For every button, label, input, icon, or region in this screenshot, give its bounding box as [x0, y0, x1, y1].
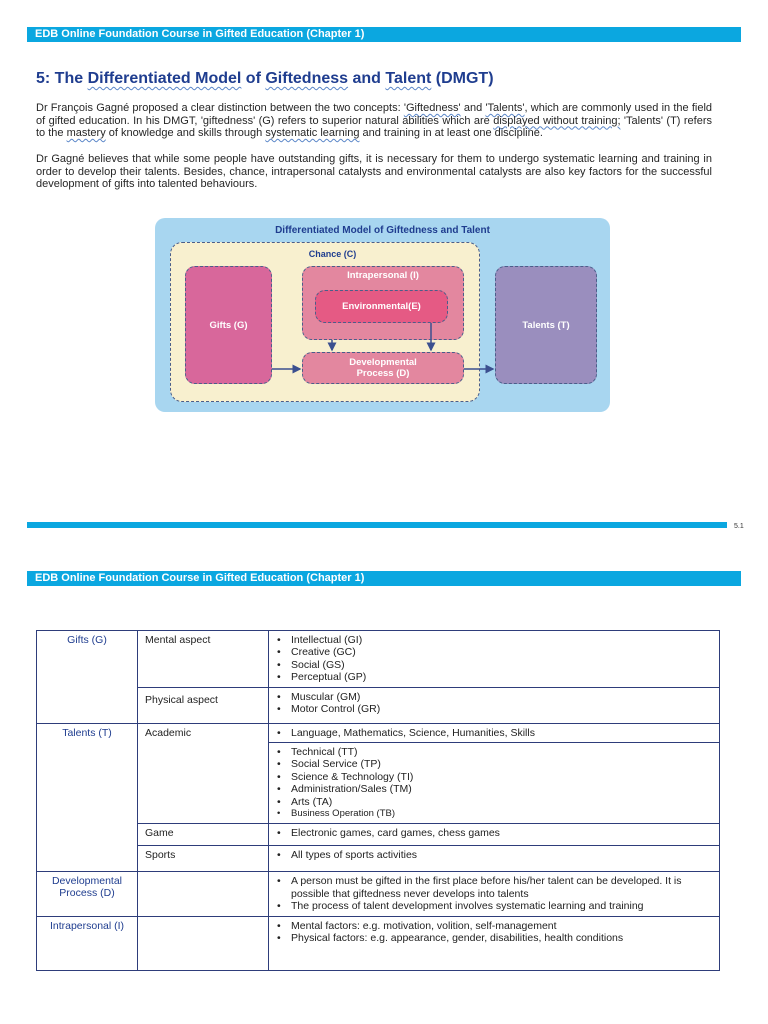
- sports-cell: Sports: [138, 846, 269, 872]
- bullet-list: [273, 875, 715, 912]
- physical-aspect-cell: Physical aspect: [138, 687, 269, 723]
- para1-i: of knowledge and skills through: [105, 127, 266, 140]
- table-row: [37, 872, 720, 916]
- course-banner: EDB Online Foundation Course in Gifted Education (Chapter 1): [27, 27, 741, 42]
- talents-term: 'Talents': [485, 102, 525, 114]
- title-part: of: [241, 70, 266, 87]
- dmgt-diagram: [155, 218, 610, 412]
- list-item: • Social (GS): [273, 659, 715, 671]
- list-item: • Intellectual (GI): [273, 634, 715, 646]
- gagne-paragraph: Dr Gagné believes that while some people have outstanding gifts, it is necessary for them to undergo systematic learning and training in order to develop their talents. Besides, chance, intrapersonal catalysts and environmental catalysts are also key factors for the successful development of gifts into talented behaviours.: [36, 153, 712, 191]
- list-item: • Technical (TT): [273, 746, 715, 758]
- other-items-cell: [269, 743, 720, 824]
- list-item: • Social Service (TP): [273, 758, 715, 770]
- intro-paragraph: [36, 102, 712, 140]
- title-part: and: [348, 70, 386, 87]
- para1-c: and: [460, 102, 486, 114]
- gifts-cell: Gifts (G): [37, 631, 138, 724]
- developmental-label-line1: Developmental: [349, 357, 417, 368]
- game-cell: Game: [138, 824, 269, 846]
- list-item: • Perceptual (GP): [273, 671, 715, 683]
- list-item: • A person must be gifted in the first place before his/her talent can be developed. It is possible that giftedness never develops into talents: [273, 875, 715, 900]
- environmental-label: Environmental(E): [342, 301, 421, 312]
- dmgt-table: [36, 630, 720, 971]
- game-items-cell: [269, 824, 720, 846]
- para1-f: displayed without training;: [493, 114, 621, 127]
- giftedness-term: 'Giftedness': [403, 102, 461, 114]
- list-item: • Muscular (GM): [273, 691, 715, 703]
- academic-cell: Academic: [138, 723, 269, 824]
- developmental-items-cell: [269, 872, 720, 916]
- dev-label-line2: Process (D): [59, 887, 115, 900]
- sports-items-cell: [269, 846, 720, 872]
- diagram-title: Differentiated Model of Giftedness and Talent: [275, 225, 490, 236]
- empty-cell: [138, 872, 269, 916]
- list-item: • Business Operation (TB): [273, 808, 715, 820]
- bullet-list: [273, 746, 715, 820]
- academic-items-cell: [269, 723, 720, 742]
- list-item: • Creative (GC): [273, 646, 715, 658]
- para1-a: Dr François Gagné proposed a clear distinction between the two concepts:: [36, 102, 404, 114]
- bullet-list: [273, 727, 715, 739]
- developmental-cell: [37, 872, 138, 916]
- page-title: [36, 70, 494, 88]
- bullet-list: [273, 691, 715, 716]
- footer-rule: [27, 522, 727, 528]
- para1-h: mastery: [66, 127, 106, 140]
- list-item: • Mental factors: e.g. motivation, volition, self-management: [273, 920, 715, 932]
- intrapersonal-cell: Intrapersonal (I): [37, 916, 138, 970]
- list-item: • All types of sports activities: [273, 849, 715, 861]
- list-item: • Arts (TA): [273, 796, 715, 808]
- talents-label: Talents (T): [522, 319, 570, 331]
- diagram-arrows: [155, 218, 610, 412]
- table-row: [37, 824, 720, 846]
- mental-items-cell: [269, 631, 720, 688]
- para1-g: 'Talents' (T) refers to the: [36, 114, 712, 140]
- list-item: • Physical factors: e.g. appearance, gender, disabilities, health conditions: [273, 932, 715, 944]
- title-part: Differentiated Model: [87, 70, 242, 87]
- developmental-label-line2: Process (D): [356, 368, 410, 379]
- bullet-list: [273, 849, 715, 861]
- table-row: [37, 846, 720, 872]
- table-row: [37, 687, 720, 723]
- title-part: Giftedness: [265, 70, 349, 87]
- list-item: • The process of talent development involves systematic learning and training: [273, 900, 715, 912]
- dev-label-line1: Developmental: [51, 875, 123, 888]
- list-item: • Electronic games, card games, chess games: [273, 827, 715, 839]
- bullet-list: [273, 827, 715, 839]
- list-item: • Language, Mathematics, Science, Humanities, Skills: [273, 727, 715, 739]
- physical-items-cell: [269, 687, 720, 723]
- title-part: Talent: [385, 70, 432, 87]
- talents-cell: Talents (T): [37, 723, 138, 872]
- bullet-list: [273, 634, 715, 684]
- mental-aspect-cell: Mental aspect: [138, 631, 269, 688]
- bullet-list: [273, 920, 715, 945]
- list-item: • Motor Control (GR): [273, 703, 715, 715]
- title-part: (DMGT): [431, 70, 494, 87]
- intrapersonal-label: Intrapersonal (I): [347, 270, 419, 281]
- empty-cell: [138, 916, 269, 970]
- table-row: [37, 723, 720, 742]
- table-row: [37, 631, 720, 688]
- para1-k: and training in at least one discipline.: [359, 127, 543, 140]
- title-part: 5: The: [36, 70, 88, 87]
- para1-j: systematic learning: [265, 127, 360, 140]
- chance-label: Chance (C): [308, 249, 357, 259]
- list-item: • Science & Technology (TI): [273, 771, 715, 783]
- list-item: • Administration/Sales (TM): [273, 783, 715, 795]
- para1-e: , which are commonly used in the field of gifted education. In his DMGT, 'giftedness' (G) refers to superior natural abilities which are: [36, 102, 713, 127]
- intrapersonal-items-cell: [269, 916, 720, 970]
- gifts-label: Gifts (G): [209, 319, 248, 331]
- course-banner: EDB Online Foundation Course in Gifted Education (Chapter 1): [27, 571, 741, 586]
- table-row: [37, 916, 720, 970]
- page-number: 5.1: [734, 523, 744, 530]
